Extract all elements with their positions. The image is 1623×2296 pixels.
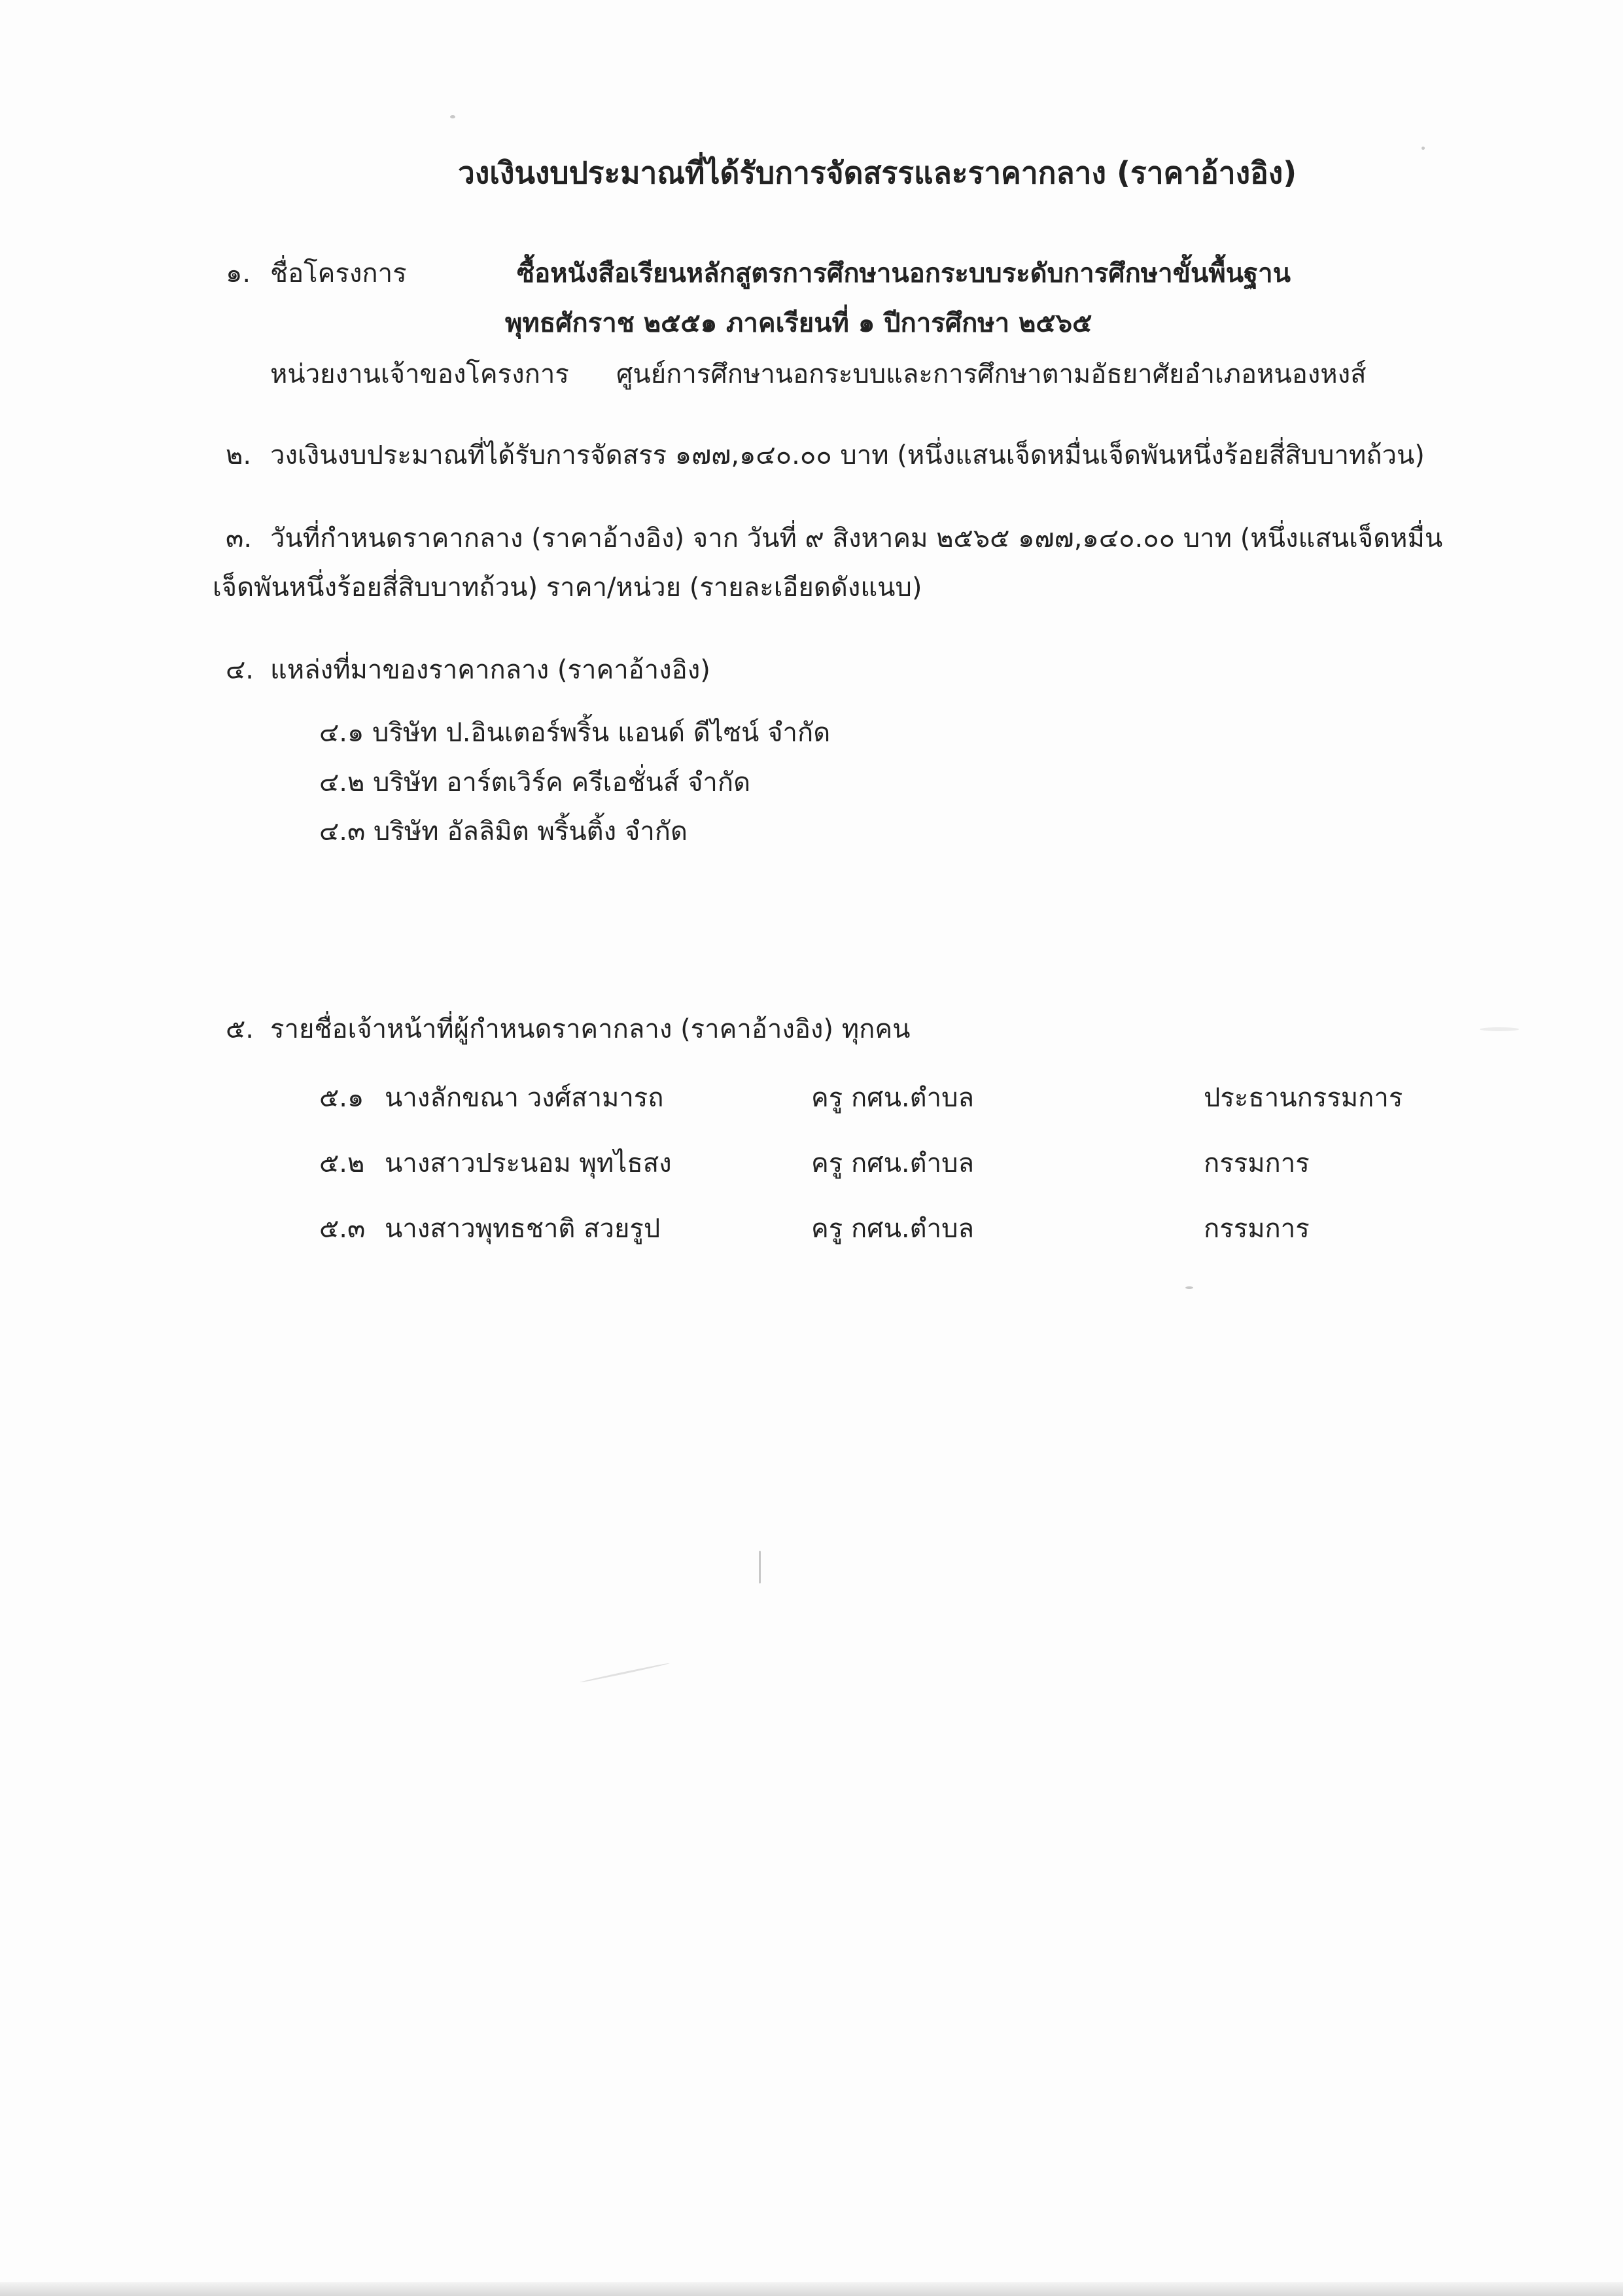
official-number: ๕.๓ <box>319 1214 366 1244</box>
official-role: กรรมการ <box>1204 1148 1310 1178</box>
reference-price-date-line1: วันที่กำหนดราคากลาง (ราคาอ้างอิง) จาก วันที่ ๙ สิงหาคม ๒๕๖๕ ๑๗๗,๑๔๐.๐๐ บาท (หนึ่งแสนเจ็ดหมื่น <box>270 523 1443 554</box>
project-owner-value: ศูนย์การศึกษานอกระบบและการศึกษาตามอัธยาศัยอำเภอหนองหงส์ <box>616 359 1367 389</box>
item1-number: ๑. <box>226 258 251 289</box>
project-name-line2: พุทธศักราช ๒๕๕๑ ภาคเรียนที่ ๑ ปีการศึกษา ๒๕๖๕ <box>505 308 1092 338</box>
official-position: ครู กศน.ตำบล <box>811 1214 974 1244</box>
item5-number: ๕. <box>226 1014 254 1044</box>
reference-price-date-line2: เจ็ดพันหนึ่งร้อยสี่สิบบาทถ้วน) ราคา/หน่วย (รายละเอียดดังแนบ) <box>213 573 922 603</box>
official-position: ครู กศน.ตำบล <box>811 1148 974 1178</box>
item4-number: ๔. <box>226 655 254 685</box>
project-name-line1: ซื้อหนังสือเรียนหลักสูตรการศึกษานอกระบบระดับการศึกษาขั้นพื้นฐาน <box>517 258 1291 289</box>
price-source-item: ๔.๓ บริษัท อัลลิมิต พริ้นติ้ง จำกัด <box>319 817 688 847</box>
scan-speck <box>759 1551 761 1583</box>
official-position: ครู กศน.ตำบล <box>811 1083 974 1113</box>
scan-speck <box>580 1662 670 1683</box>
official-number: ๕.๑ <box>319 1083 364 1113</box>
document-title: วงเงินงบประมาณที่ได้รับการจัดสรรและราคากลาง (ราคาอ้างอิง) <box>458 155 1297 190</box>
scan-speck <box>1422 147 1425 150</box>
item1-label: ชื่อโครงการ <box>270 258 407 289</box>
price-source-heading: แหล่งที่มาของราคากลาง (ราคาอ้างอิง) <box>270 655 710 685</box>
price-source-item: ๔.๒ บริษัท อาร์ตเวิร์ค ครีเอชั่นส์ จำกัด <box>319 768 751 798</box>
official-number: ๕.๒ <box>319 1148 365 1178</box>
scan-speck <box>1480 1027 1519 1031</box>
scan-speck <box>1185 1286 1193 1289</box>
official-name: นางสาวประนอม พุทไธสง <box>385 1148 672 1178</box>
price-source-item: ๔.๑ บริษัท ป.อินเตอร์พริ้น แอนด์ ดีไซน์ จำกัด <box>319 718 831 748</box>
officials-heading: รายชื่อเจ้าหน้าที่ผู้กำหนดราคากลาง (ราคาอ้างอิง) ทุกคน <box>270 1014 911 1044</box>
item2-number: ๒. <box>226 440 252 470</box>
budget-allocation-text: วงเงินงบประมาณที่ได้รับการจัดสรร ๑๗๗,๑๔๐.๐๐ บาท (หนึ่งแสนเจ็ดหมื่นเจ็ดพันหนึ่งร้อยสี่สิบบาทถ้วน) <box>270 440 1425 470</box>
scan-speck <box>450 115 455 118</box>
scan-bottom-edge <box>0 2282 1623 2296</box>
official-name: นางลักขณา วงศ์สามารถ <box>385 1083 664 1113</box>
official-name: นางสาวพุทธชาติ สวยรูป <box>385 1214 661 1244</box>
project-owner-label: หน่วยงานเจ้าของโครงการ <box>270 359 569 389</box>
item3-number: ๓. <box>226 523 253 554</box>
official-role: ประธานกรรมการ <box>1204 1083 1403 1113</box>
official-role: กรรมการ <box>1204 1214 1310 1244</box>
